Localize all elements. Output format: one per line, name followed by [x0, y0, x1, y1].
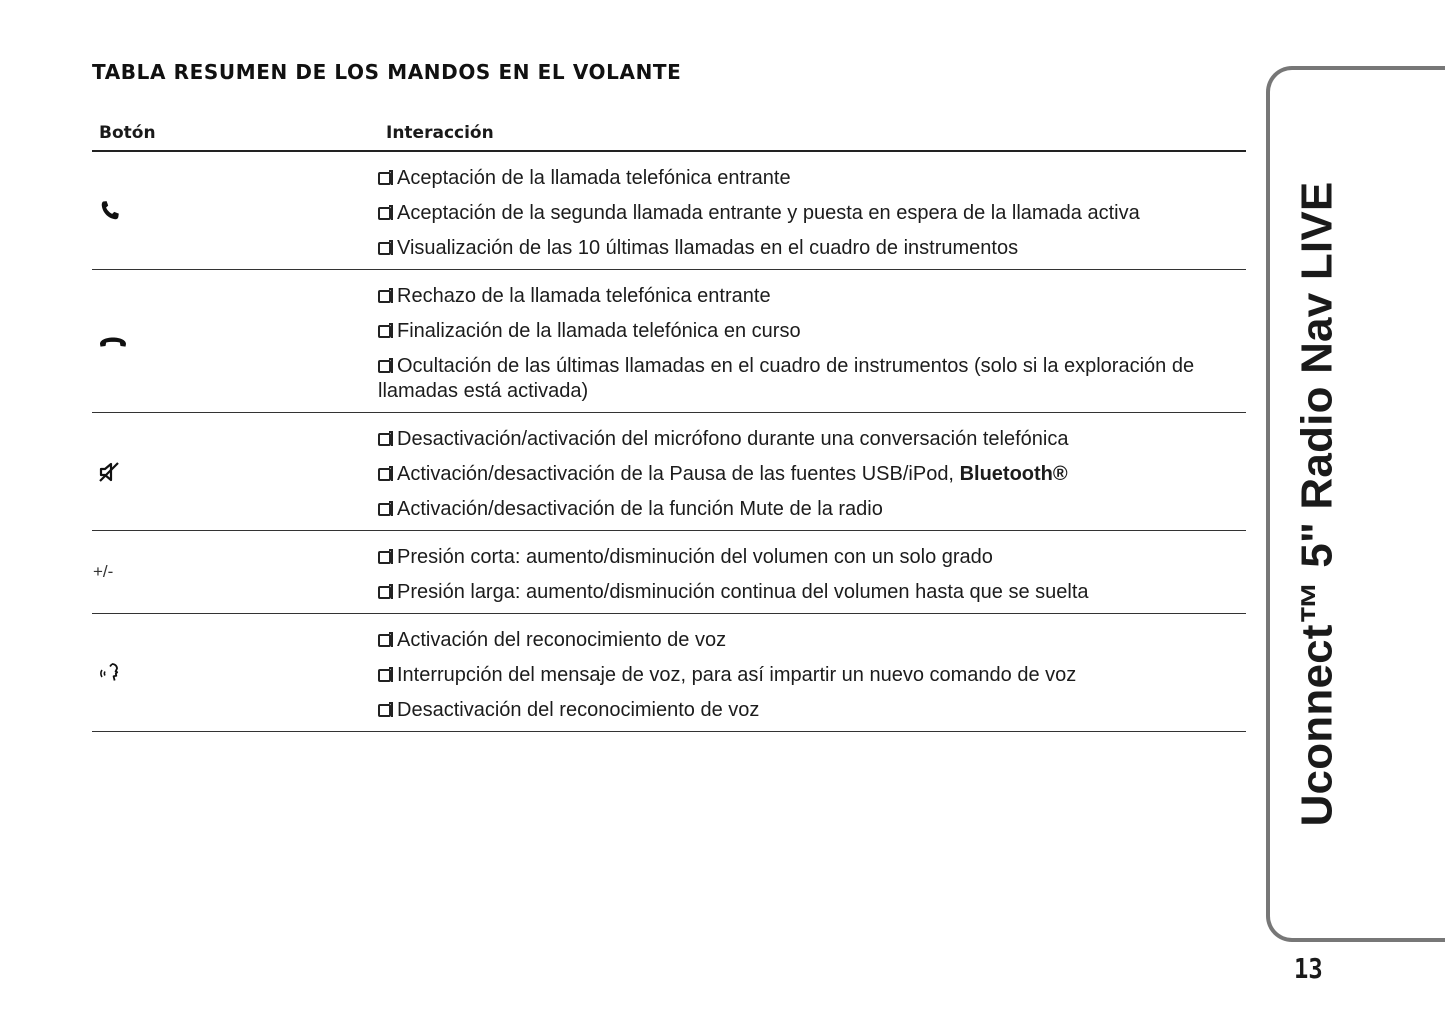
checkbox-bullet-icon	[378, 290, 391, 303]
interaction-list	[378, 413, 1246, 530]
list-item	[378, 580, 1246, 605]
table-row	[92, 531, 1246, 614]
button-cell	[92, 152, 378, 269]
item-text: Rechazo de la llamada telefónica entrante	[397, 285, 771, 307]
button-cell	[92, 614, 378, 731]
item-text: Desactivación/activación del micrófono durante una conversación telefónica	[397, 428, 1069, 450]
item-text: Activación/desactivación de la función Mute de la radio	[397, 498, 883, 520]
item-text: Activación del reconocimiento de voz	[397, 629, 727, 651]
item-text: Desactivación del reconocimiento de voz	[397, 699, 760, 721]
item-text: Interrupción del mensaje de voz, para así impartir un nuevo comando de voz	[397, 664, 1077, 686]
item-text: Activación/desactivación de la Pausa de las fuentes USB/iPod,	[397, 463, 960, 485]
table-row	[92, 270, 1246, 413]
list-item	[378, 462, 1246, 487]
list-item	[378, 497, 1246, 522]
checkbox-bullet-icon	[378, 325, 391, 338]
phone-answer-icon	[98, 199, 122, 223]
header-interaction: Interacción	[386, 123, 494, 143]
controls-summary-table	[92, 118, 1246, 732]
voice-command-icon	[98, 661, 122, 685]
checkbox-bullet-icon	[378, 242, 391, 255]
list-item	[378, 545, 1246, 570]
section-title: TABLA RESUMEN DE LOS MANDOS EN EL VOLANTE	[92, 60, 682, 84]
table-row	[92, 614, 1246, 732]
item-text: Presión larga: aumento/disminución continua del volumen hasta que se suelta	[397, 581, 1089, 603]
checkbox-bullet-icon	[378, 468, 391, 481]
checkbox-bullet-icon	[378, 586, 391, 599]
list-item	[378, 427, 1246, 452]
checkbox-bullet-icon	[378, 172, 391, 185]
button-cell	[92, 413, 378, 530]
item-text: Presión corta: aumento/disminución del volumen con un solo grado	[397, 546, 993, 568]
item-text: Aceptación de la llamada telefónica entrante	[397, 167, 791, 189]
button-cell	[92, 531, 378, 613]
chapter-tab-title: Uconnect™ 5" Radio Nav LIVE	[1292, 181, 1341, 827]
item-text: Visualización de las 10 últimas llamadas en el cuadro de instrumentos	[397, 237, 1019, 259]
table-row	[92, 152, 1246, 270]
page-number: 13	[1294, 952, 1323, 985]
list-item	[378, 319, 1246, 344]
table-row	[92, 413, 1246, 531]
list-item	[378, 236, 1246, 261]
item-text: Aceptación de la segunda llamada entrante y puesta en espera de la llamada activa	[397, 202, 1140, 224]
interaction-list	[378, 614, 1246, 731]
checkbox-bullet-icon	[378, 207, 391, 220]
item-text: Ocultación de las últimas llamadas en el cuadro de instrumentos (solo si la exploración de llamadas está activada)	[378, 355, 1195, 402]
checkbox-bullet-icon	[378, 503, 391, 516]
item-text: Finalización de la llamada telefónica en curso	[397, 320, 801, 342]
list-item	[378, 166, 1246, 191]
volume-button-label: +/-	[93, 562, 114, 581]
interaction-list	[378, 531, 1246, 613]
interaction-list	[378, 270, 1246, 412]
list-item	[378, 628, 1246, 653]
list-item	[378, 663, 1246, 688]
header-button: Botón	[99, 123, 156, 143]
checkbox-bullet-icon	[378, 704, 391, 717]
checkbox-bullet-icon	[378, 551, 391, 564]
interaction-list	[378, 152, 1246, 269]
list-item	[378, 354, 1246, 404]
chapter-tab-label-wrap	[1262, 66, 1372, 942]
list-item	[378, 698, 1246, 723]
checkbox-bullet-icon	[378, 360, 391, 373]
checkbox-bullet-icon	[378, 433, 391, 446]
table-header	[92, 118, 1246, 152]
button-cell	[92, 270, 378, 412]
bluetooth-label: Bluetooth®	[959, 463, 1068, 485]
checkbox-bullet-icon	[378, 634, 391, 647]
list-item	[378, 201, 1246, 226]
list-item	[378, 284, 1246, 309]
phone-hangup-icon	[98, 331, 128, 351]
mute-icon	[98, 461, 120, 483]
checkbox-bullet-icon	[378, 669, 391, 682]
